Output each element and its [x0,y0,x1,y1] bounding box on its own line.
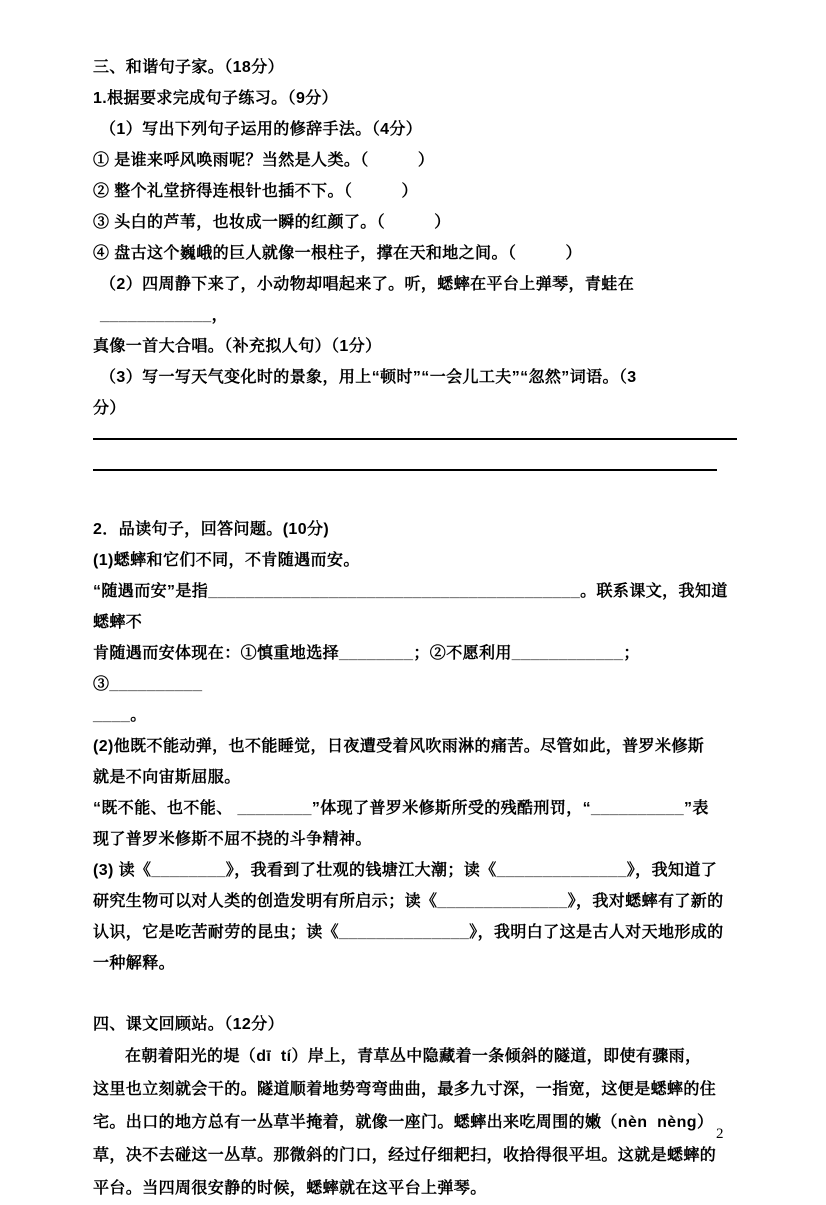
sec4-passage-line1: 在朝着阳光的堤（dī tí）岸上，青草丛中隐藏着一条倾斜的隧道，即使有骤雨， [125,1048,702,1065]
sec4-passage-line3: 宅。出口的地方总有一丛草半掩着，就像一座门。蟋蟀出来吃周围的嫩（nèn nèng） [93,1114,714,1131]
q1-1-item3: ③ 头白的芦苇，也妆成一瞬的红颜了。（ ） [93,214,451,231]
q1-1-item2: ② 整个礼堂挤得连根针也插不下。（ ） [93,183,418,200]
q1-1-item4: ④ 盘古这个巍峨的巨人就像一根柱子，撑在天和地之间。（ ） [93,245,582,262]
q2-3-line4: 一种解释。 [93,955,176,972]
sec4-passage-line5: 平台。当四周很安静的时候，蟋蟀就在这平台上弹琴。 [93,1180,487,1197]
document-body [93,52,741,1205]
sec4-passage-line4: 草，决不去碰这一丛草。那微斜的门口，经过仔细耙扫，收拾得很平坦。这就是蟋蟀的 [93,1147,717,1164]
answer-line-1 [93,438,737,440]
answer-line-2 [93,469,717,471]
page-number: 2 [716,1126,724,1142]
q2-1-line3: ____。 [93,707,147,724]
q2-3-line2: 研究生物可以对人类的创造发明有所启示；读《______________》，我对蟋蟀有了新的 [93,893,724,910]
q2-heading: 2．品读句子，回答问题。(10分) [93,521,330,538]
q1-2-line2: 真像一首大合唱。（补充拟人句）（1分） [93,338,382,355]
q2-2-line2: 现了普罗米修斯不屈不挠的斗争精神。 [93,831,372,848]
section4-heading: 四、课文回顾站。（12分） [93,1016,284,1033]
q1-heading: 1.根据要求完成句子练习。（9分） [93,90,339,107]
sec4-passage-line2: 这里也立刻就会干的。隧道顺着地势弯弯曲曲，最多九寸深，一指宽，这便是蟋蟀的住 [93,1081,717,1098]
q2-2-line1: “既不能、也不能、 ________”体现了普罗米修斯所受的残酷刑罚，“__________”表 [93,800,709,817]
q1-1-item1: ① 是谁来呼风唤雨呢？当然是人类。（ ） [93,152,435,169]
q2-1-sentence: (1)蟋蟀和它们不同，不肯随遇而安。 [93,552,360,569]
q1-3-line2: 分） [93,400,126,417]
section3-heading: 三、和谐句子家。（18分） [93,59,284,76]
q2-1-line2: 肯随遇而安体现在：①慎重地选择________；②不愿利用____________；③__________ [93,645,640,693]
q1-3-line1: （3）写一写天气变化时的景象，用上“顿时”“一会儿工夫”“忽然”词语。（3 [100,369,637,386]
q2-3-line1: (3) 读《________》，我看到了壮观的钱塘江大潮；读《______________》，我知道了 [93,862,718,879]
q1-2-line1: （2）四周静下来了，小动物却唱起来了。听，蟋蟀在平台上弹琴，青蛙在____________， [100,276,635,324]
q2-1-line1: “随遇而安”是指________________________________________。联系课文，我知道蟋蟀不 [93,583,728,631]
q2-2-sentence-line2: 就是不向宙斯屈服。 [93,769,241,786]
q2-2-sentence-line1: (2)他既不能动弹，也不能睡觉，日夜遭受着风吹雨淋的痛苦。尽管如此，普罗米修斯 [93,738,705,755]
q2-3-line3: 认识，它是吃苦耐劳的昆虫；读《______________》，我明白了这是古人对天地形成的 [93,924,724,941]
q1-1-prompt: （1）写出下列句子运用的修辞手法。（4分） [100,121,423,138]
